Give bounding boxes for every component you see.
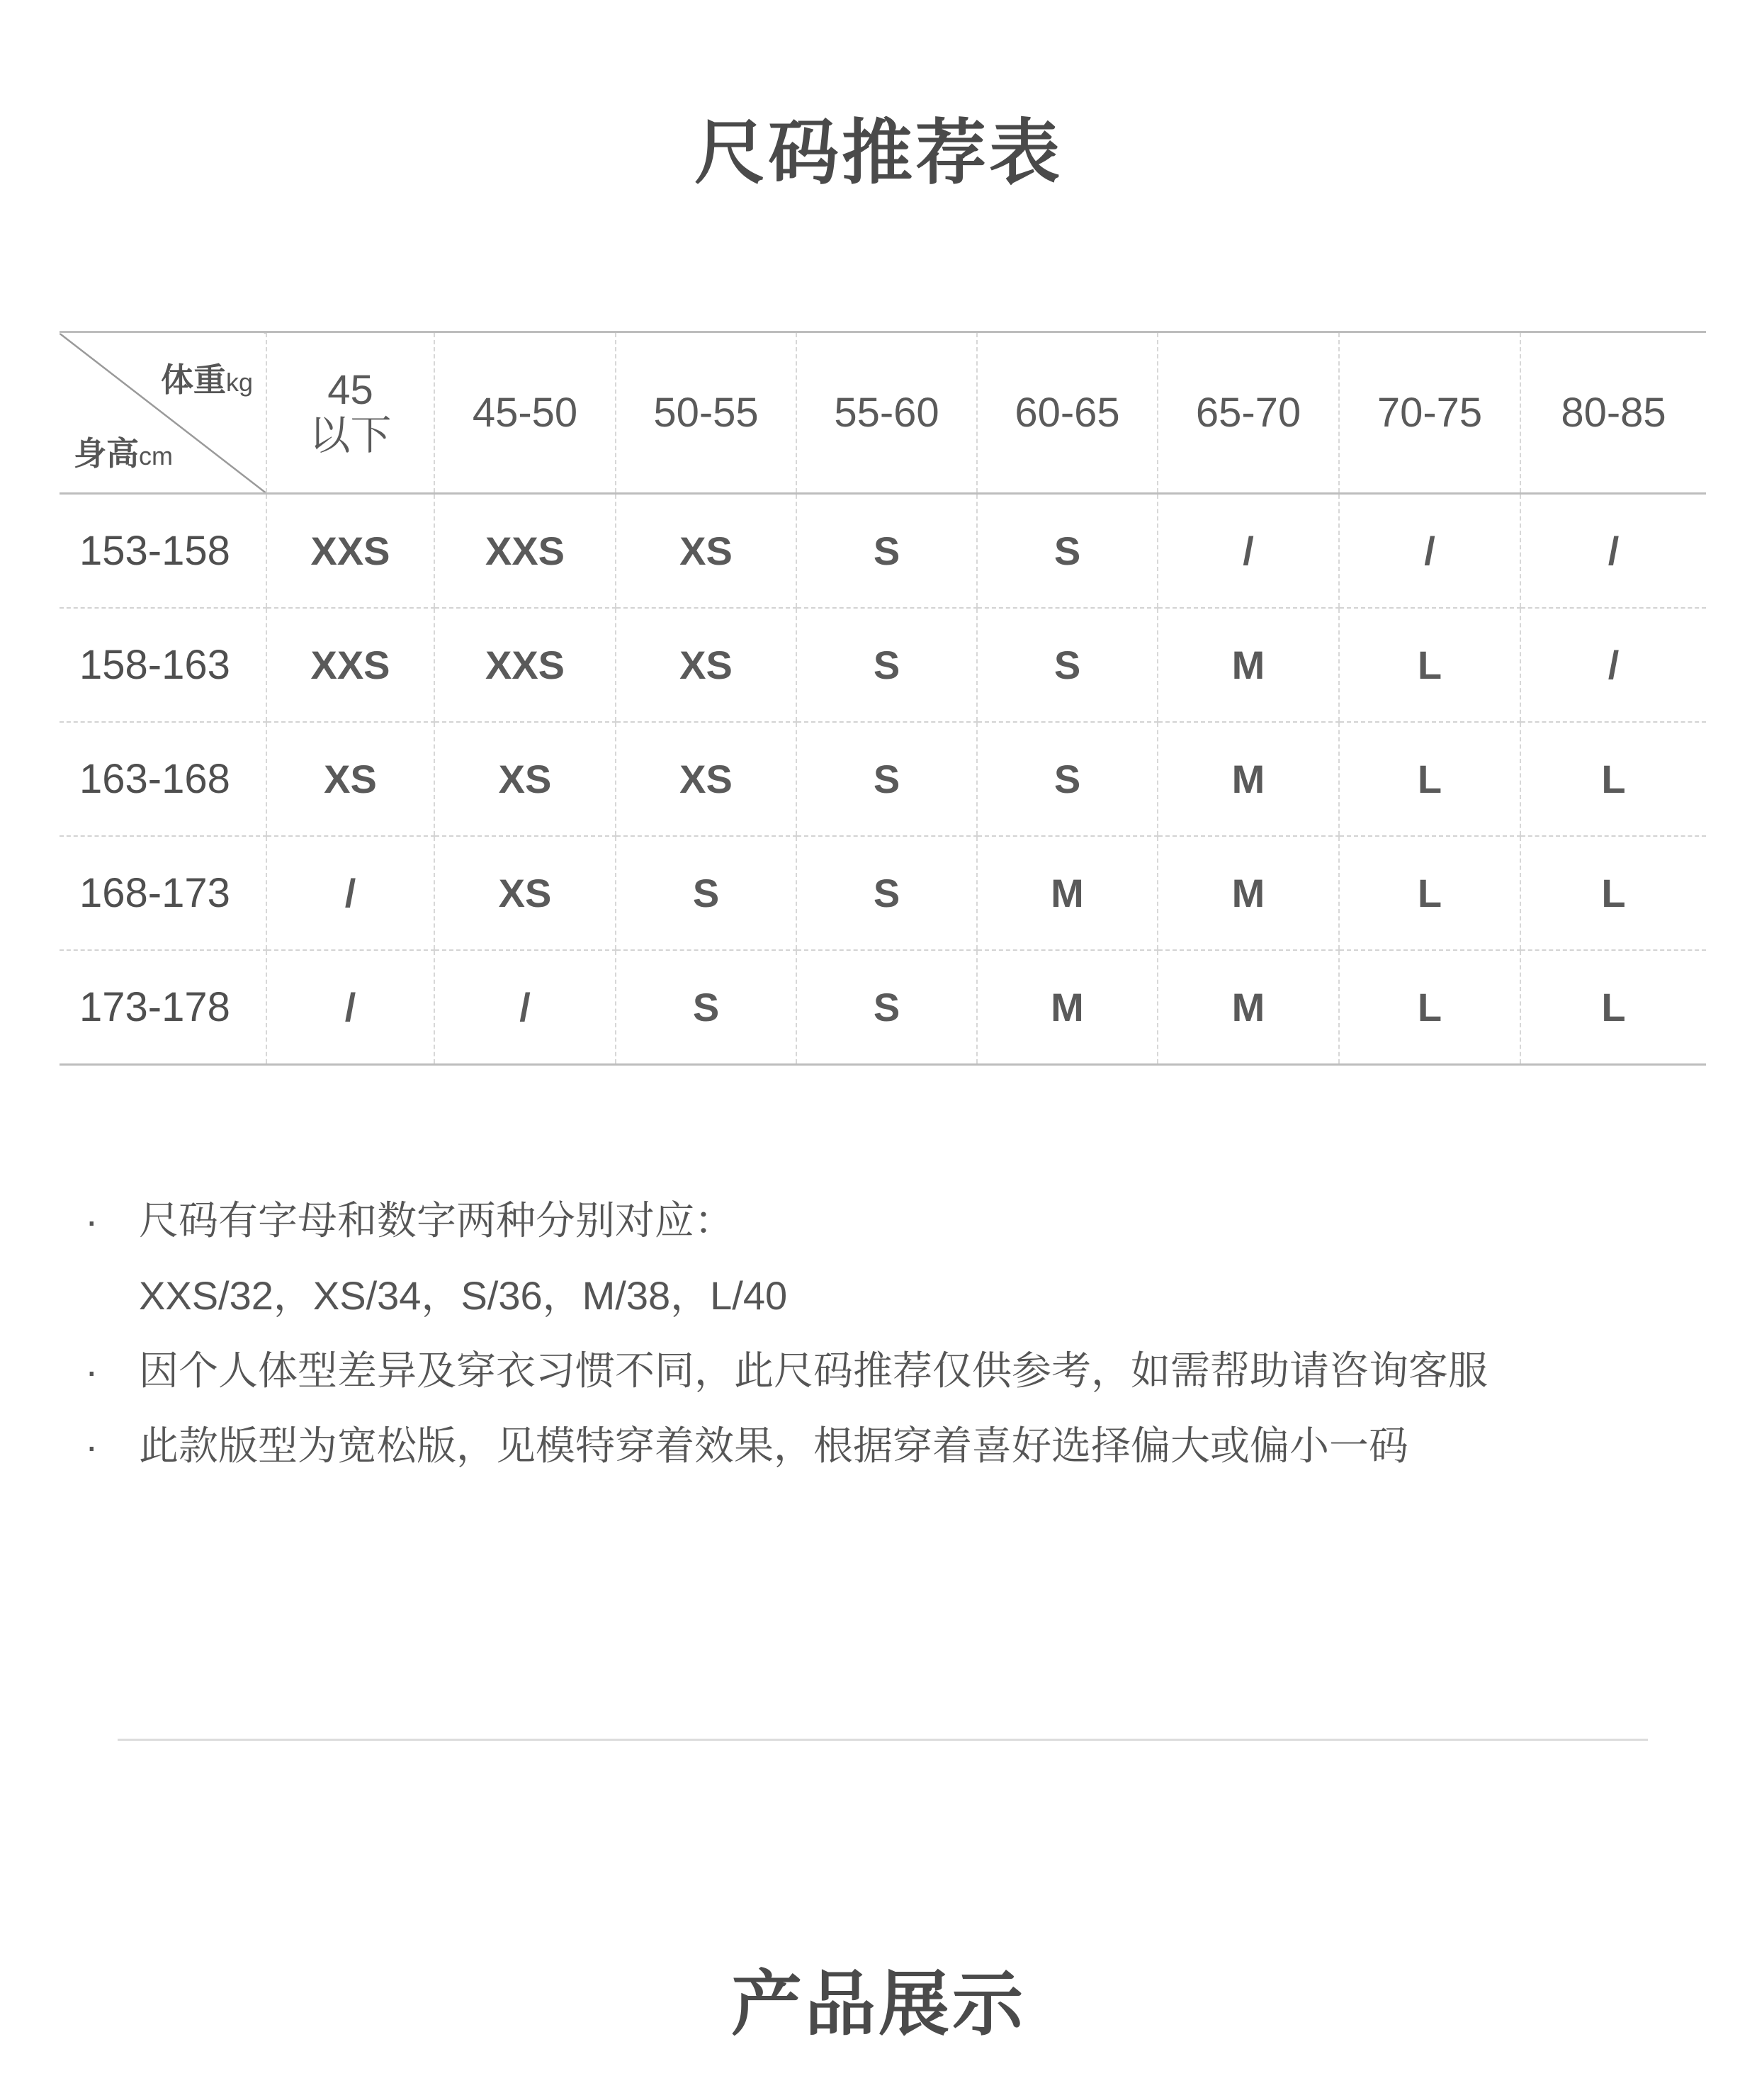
size-cell: L [1339, 608, 1520, 722]
table-header-row [60, 332, 1706, 494]
size-cell: L [1339, 950, 1520, 1065]
size-cell: / [1520, 608, 1706, 722]
note-text: 此款版型为宽松版，见模特穿着效果，根据穿着喜好选择偏大或偏小一码 [139, 1423, 1408, 1468]
size-cell: XS [616, 608, 796, 722]
header-weight-col: 50-55 [616, 332, 796, 494]
size-cell: XXS [266, 494, 434, 609]
bullet-dot: · [85, 1198, 98, 1243]
header-weight-col: 80-85 [1520, 332, 1706, 494]
note-text: 尺码有字母和数字两种分别对应： [139, 1198, 734, 1243]
size-cell: L [1520, 950, 1706, 1065]
header-corner-cell [60, 332, 266, 494]
table-row [60, 608, 1706, 722]
size-cell: L [1520, 836, 1706, 950]
size-cell: XXS [434, 494, 616, 609]
size-cell: S [796, 608, 977, 722]
size-cell: S [616, 836, 796, 950]
size-cell: XXS [434, 608, 616, 722]
size-cell: M [977, 950, 1158, 1065]
size-cell: XS [434, 836, 616, 950]
size-cell: M [1158, 950, 1339, 1065]
header-weight-col: 60-65 [977, 332, 1158, 494]
header-weight-col: 45 以下 [266, 332, 434, 494]
header-weight-col: 55-60 [796, 332, 977, 494]
bullet-dot: · [85, 1423, 98, 1468]
size-cell: XS [616, 494, 796, 609]
size-chart-table [60, 331, 1706, 1066]
corner-weight-label: 体重kg [160, 361, 253, 398]
size-cell: M [1158, 836, 1339, 950]
size-cell: M [1158, 722, 1339, 836]
section-title-product-showcase: 产品展示 [731, 1963, 1026, 2045]
size-cell: L [1339, 722, 1520, 836]
bullet-dot: · [85, 1348, 98, 1393]
table-row [60, 836, 1706, 950]
size-cell: S [796, 950, 977, 1065]
size-cell: L [1520, 722, 1706, 836]
size-cell: L [1339, 836, 1520, 950]
height-cell: 163-168 [60, 722, 266, 836]
table-row [60, 494, 1706, 609]
size-cell: XXS [266, 608, 434, 722]
height-cell: 153-158 [60, 494, 266, 609]
size-cell: / [266, 836, 434, 950]
size-cell: S [796, 836, 977, 950]
height-cell: 158-163 [60, 608, 266, 722]
size-cell: S [977, 494, 1158, 609]
note-text: 因个人体型差异及穿衣习惯不同，此尺码推荐仅供参考，如需帮助请咨询客服 [139, 1348, 1488, 1393]
size-cell: M [1158, 608, 1339, 722]
size-cell: XS [616, 722, 796, 836]
header-weight-col: 70-75 [1339, 332, 1520, 494]
size-cell: S [796, 494, 977, 609]
size-cell: XS [266, 722, 434, 836]
section-divider [118, 1739, 1648, 1741]
header-weight-col: 65-70 [1158, 332, 1339, 494]
size-cell: / [1158, 494, 1339, 609]
size-cell: S [977, 722, 1158, 836]
note-text: XXS/32，XS/34，S/36，M/38，L/40 [139, 1273, 788, 1318]
size-cell: XS [434, 722, 616, 836]
size-cell: S [796, 722, 977, 836]
corner-height-label: 身高cm [74, 435, 173, 472]
size-cell: / [434, 950, 616, 1065]
table-row [60, 950, 1706, 1065]
size-cell: S [977, 608, 1158, 722]
page-title: 尺码推荐表 [694, 111, 1063, 194]
table-row [60, 722, 1706, 836]
height-cell: 173-178 [60, 950, 266, 1065]
size-cell: M [977, 836, 1158, 950]
height-cell: 168-173 [60, 836, 266, 950]
size-cell: S [616, 950, 796, 1065]
size-cell: / [1339, 494, 1520, 609]
header-weight-col: 45-50 [434, 332, 616, 494]
size-cell: / [266, 950, 434, 1065]
size-cell: / [1520, 494, 1706, 609]
